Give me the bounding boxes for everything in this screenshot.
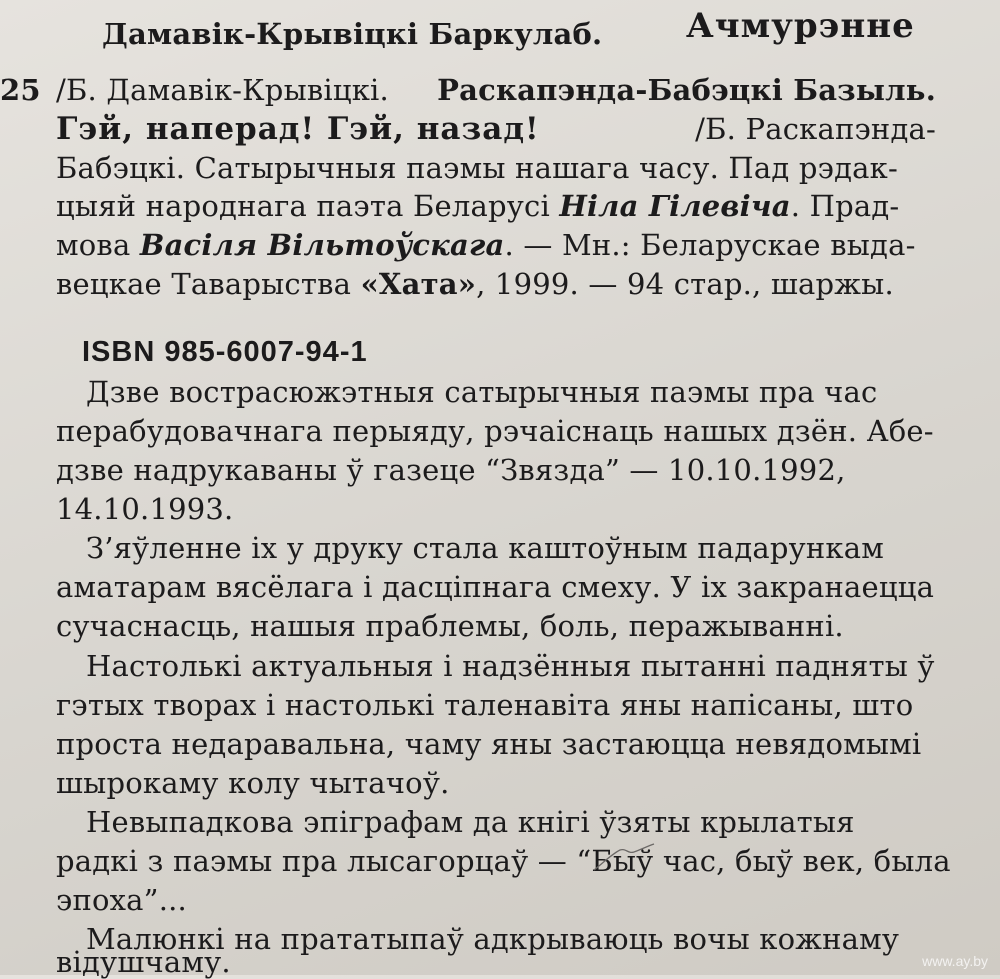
pencil-scratch-icon xyxy=(590,840,660,880)
watermark: www.ay.by xyxy=(922,953,988,969)
entry-line-2 xyxy=(56,111,936,147)
p2-line-2: аматарам вясёлага і дасціпнага смеху. У іх закранаецца xyxy=(56,570,935,604)
p4-line-1: Невыпадкова эпіграфам да кнігі ўзяты крылатыя xyxy=(86,805,855,839)
entry-line-3: Бабэцкі. Сатырычныя паэмы нашага часу. Пад рэдак- xyxy=(56,151,898,185)
p1-line-4: 14.10.1993. xyxy=(56,492,234,526)
entry-line-6 xyxy=(56,266,936,302)
entry-author-abbrev-2: /Б. Раскапэнда- xyxy=(695,112,936,146)
p3-line-4: шырокаму колу чытачоў. xyxy=(56,766,450,800)
p2-line-1: З’яўленне іх у друку стала каштоўным падарункам xyxy=(86,531,885,565)
entry-line-6-a: вецкае Таварыства xyxy=(56,267,352,301)
entry-line-4 xyxy=(56,188,936,224)
p1-line-1: Дзве вострасюжэтныя сатырычныя паэмы пра час xyxy=(86,375,878,409)
p5-line-1: Малюнкі на прататыпаў адкрываюць вочы кожнаму xyxy=(86,922,900,956)
p4-line-3: эпоха”... xyxy=(56,883,187,917)
entry-line-5-a: мова xyxy=(56,228,131,262)
p1-line-3: дзве надрукаваны ў газеце “Звязда” — 10.10.1992, xyxy=(56,453,846,487)
book-title: Гэй, наперад! Гэй, назад! xyxy=(56,111,540,147)
entry-author-abbrev: /Б. Дамавік-Крывіцкі. xyxy=(56,73,389,107)
p5-line-2: відушчаму. xyxy=(56,945,231,979)
isbn: ISBN 985-6007-94-1 xyxy=(82,336,368,368)
entry-number: 25 xyxy=(0,73,41,107)
publisher-name: «Хата» xyxy=(360,267,477,301)
p3-line-1: Настолькі актуальныя і надзённыя пытанні падняты ў xyxy=(86,649,935,683)
p4-line-2: радкі з паэмы пра лысагорцаў — “Быў час, быў век, была xyxy=(56,844,951,878)
entry-author-name: Раскапэнда-Бабэцкі Базыль. xyxy=(437,73,936,107)
p3-line-2: гэтых творах і настолькі таленавіта яны напісаны, што xyxy=(56,688,914,722)
entry-line-5-b: . — Мн.: Беларускае выда- xyxy=(504,228,916,262)
entry-line-1 xyxy=(56,72,936,108)
p2-line-3: сучаснасць, нашыя праблемы, боль, перажыванні. xyxy=(56,609,844,643)
p3-line-3: проста недаравальна, чаму яны застаюцца невядомымі xyxy=(56,727,922,761)
preface-author-name: Васіля Вільтоўскага xyxy=(139,228,505,262)
p1-line-2: перабудовачнага перыяду, рэчаіснаць нашых дзён. Абе- xyxy=(56,414,934,448)
entry-line-4-b: . Прад- xyxy=(790,189,900,223)
header-authors: Дамавік-Крывіцкі Баркулаб. xyxy=(102,17,603,51)
entry-line-5 xyxy=(56,227,936,263)
entry-line-4-a: цыяй народнага паэта Беларусі xyxy=(56,189,550,223)
editor-name: Ніла Гілевіча xyxy=(559,189,791,223)
header-title-word: Ачмурэнне xyxy=(686,6,915,46)
entry-line-6-b: , 1999. — 94 стар., шаржы. xyxy=(476,267,894,301)
